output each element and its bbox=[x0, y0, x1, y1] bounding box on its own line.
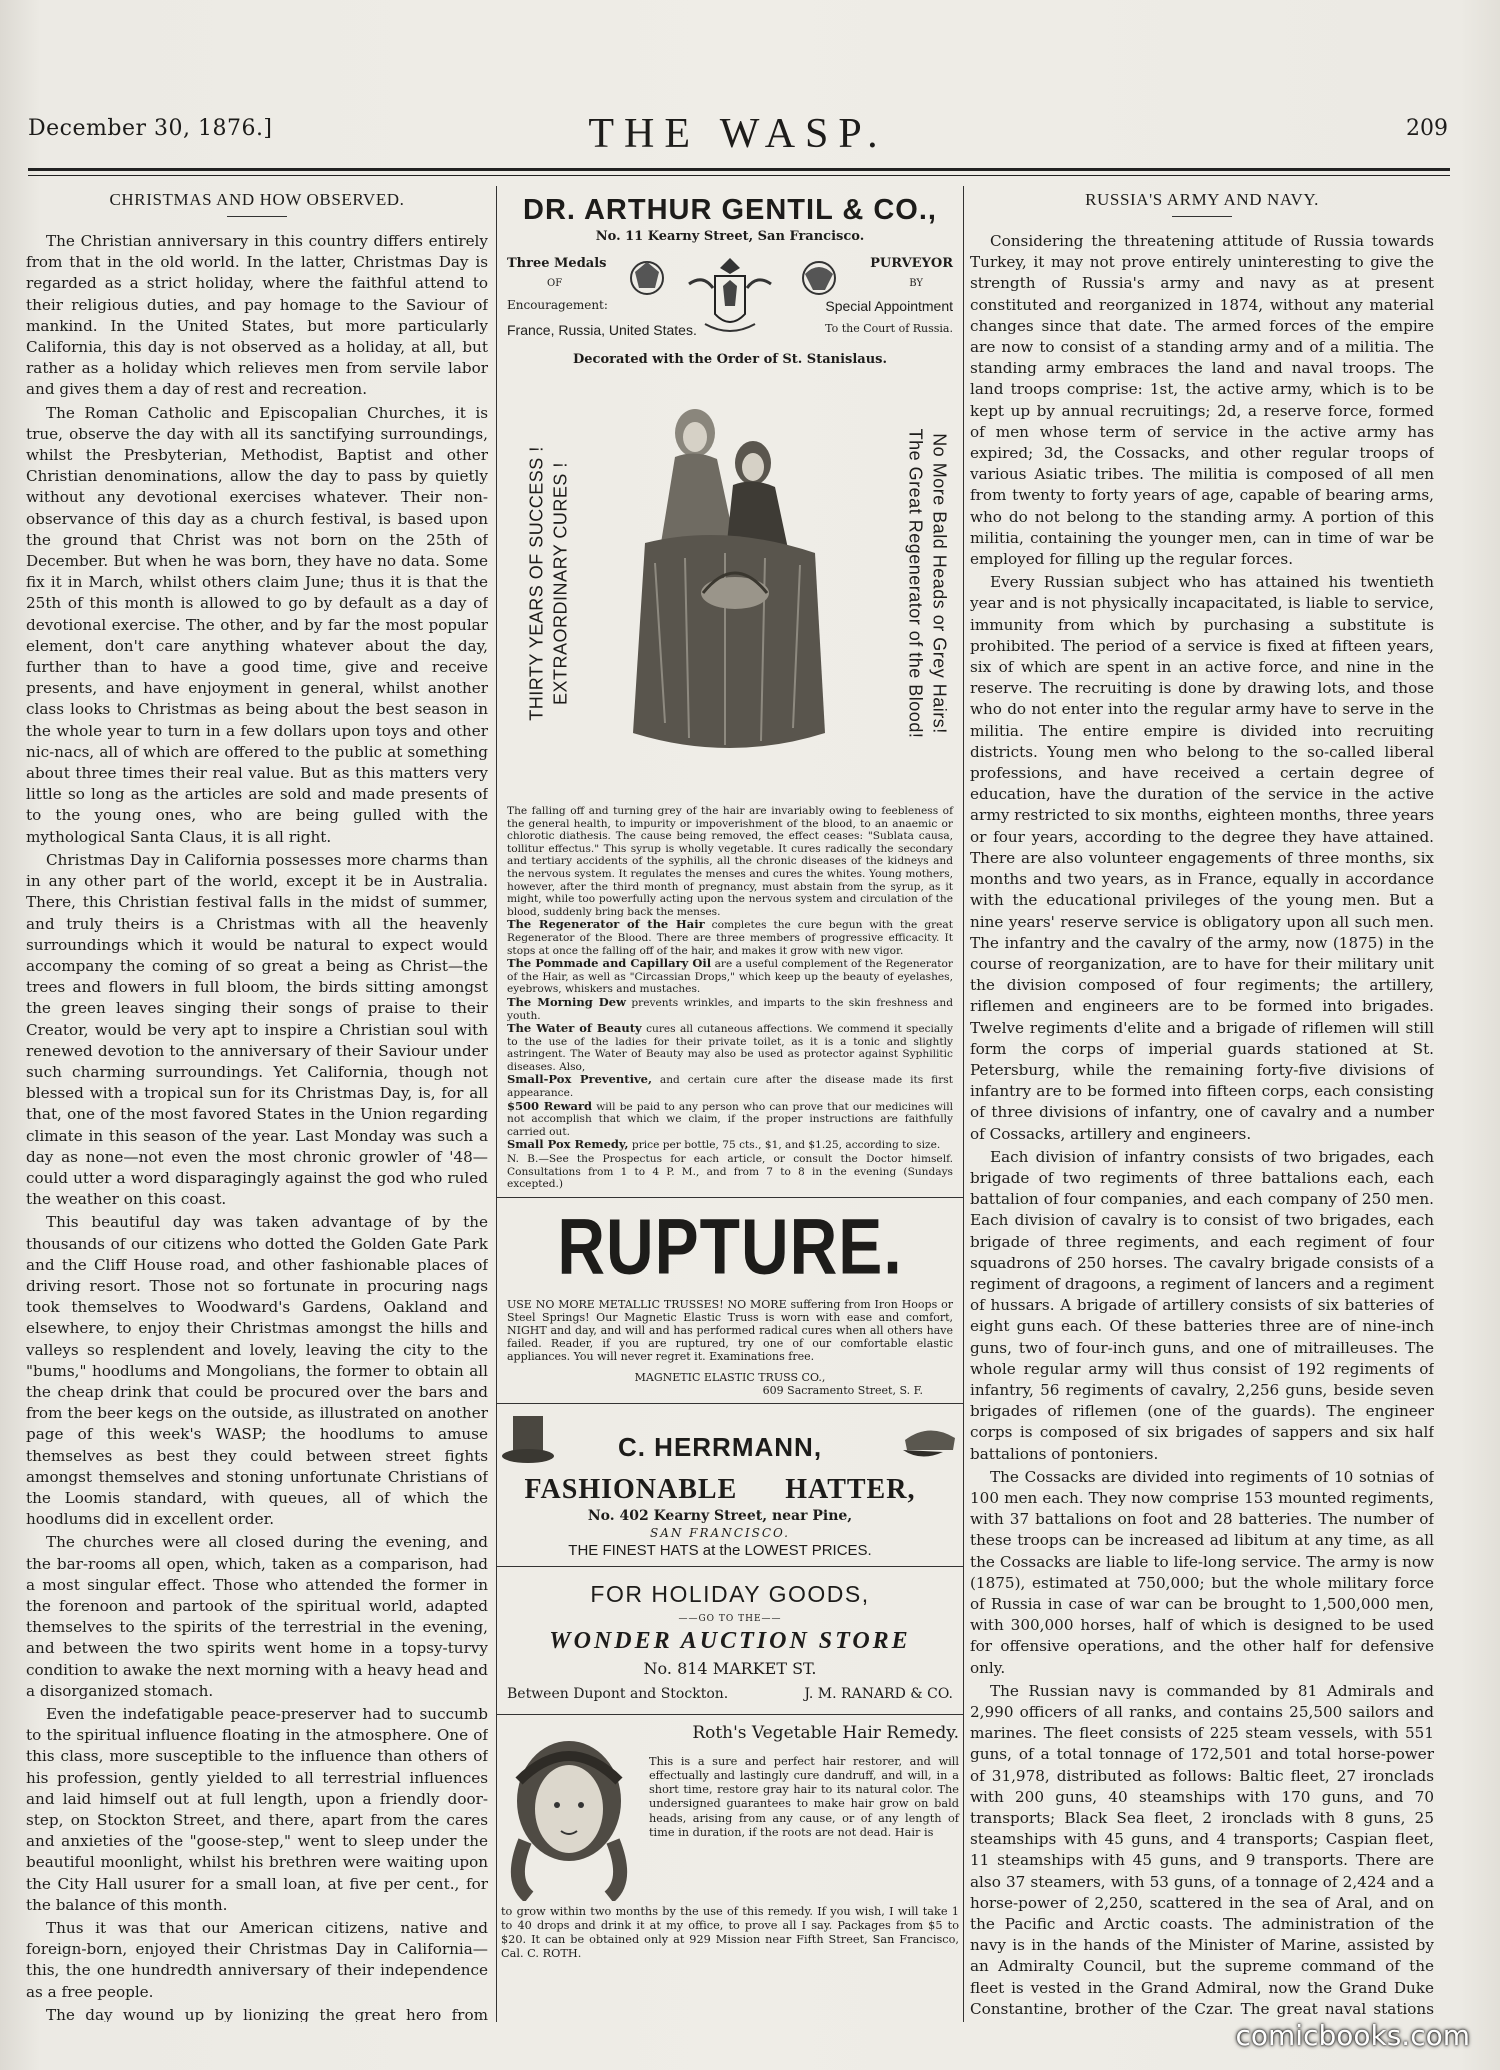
paragraph: Every Russian subject who has attained his twentieth year and is not physically incapacitated, is liable to service, immunity from which by purchasing a substitute is prohibited. The period of a service is fixed at fifteen years, six of which are spent in an active force, and nine in the reserve. The recruiting is done by drawing lots, and those who do not enter into the regular army have to serve in the militia. The entire empire is divided into recruiting districts. Young men who belong to the so-called liberal professions, and have received a certain degree of education, have the duration of the service in the active army restricted to six months, eighteen months, three years or four years, according to the degree they have attained. There are also volunteer engagements of three months, six months and two years, as in France, equally in accordance with the educational privileges of the young men. But a nine years' reserve service is obligatory upon all such men. The infantry and the cavalry of the army, now (1875) in the course of reorganization, are to have for their military unit the division composed of four regiments; the artillery, riflemen and engineers are to be formed into brigades. Twelve regiments d'elite and a brigade of riflemen will still form the corps of imperial guards stationed at St. Petersburg, while the remaining forty-five divisions of infantry are to be formed into fifteen corps, each consisting of three divisions of infantry, one of cavalry and a number of Cossacks, artillery and engineers. bbox=[970, 573, 1434, 1143]
vertical-slogan-left-2: EXTRAORDINARY CURES ! bbox=[550, 462, 571, 705]
gentil-advertisement bbox=[497, 186, 963, 1198]
roth-advertisement bbox=[497, 1715, 963, 1975]
title-divider bbox=[1172, 216, 1232, 217]
imperial-eagle-icon bbox=[685, 254, 775, 340]
rupture-advertisement bbox=[497, 1198, 963, 1404]
holiday-advertisement bbox=[497, 1567, 963, 1715]
paragraph: The Russian navy is commanded by 81 Admirals and 2,990 officers of all ranks, and contains 25,500 sailors and marines. The fleet consists of 225 steam vessels, with 551 guns, of a total tonnage of 172,501 and total horse-power of 31,978, distributed as follows: Baltic fleet, 27 ironclads with 200 guns, 40 steamships with 170 guns, and 70 transports; Black Sea fleet, 2 ironclads with 8 guns, 25 steamships with 45 guns, and 4 transports; Caspian fleet, 11 steamships with 45 guns, and 9 transports. There are also 37 steamers, with 53 guns, of a tonnage of 2,424 and a horse-power of 2,250, scattered in the sea of Aral, and on the Pacific and Arctic coasts. The administration of the navy is in the hands of the Minister of Marine, assisted by an Admiralty Council, but the supreme command of the fleet is vested in the Grand Admiral, now the Grand Duke Constantine, brother of the Czar. The great naval stations bbox=[970, 1681, 1434, 2018]
ad-item bbox=[507, 1152, 953, 1191]
ad-item-text: and certain cure after the disease made its first appearance. bbox=[507, 1074, 953, 1100]
header-rule-thin bbox=[28, 175, 1450, 176]
issue-date: December 30, 1876.] bbox=[28, 116, 273, 141]
ad-item bbox=[507, 1022, 953, 1073]
paragraph: Thus it was that our American citizens, native and foreign-born, enjoyed their Christmas Day in California—this, the one hundredth anniversary of their independence as a free people. bbox=[26, 1919, 488, 2001]
encouragement-label: Encouragement: bbox=[507, 298, 608, 312]
paragraph: Christmas Day in California possesses more charms than in any other part of the world, except it be in Australia. There, this Christian festival falls in the midst of summer, and truly theirs is a Christmas with all the heavenly surroundings which it would be natural to expect would accompany the coming of so great a being as Christ—the trees and flowers in full bloom, the birds sitting amongst the green leaves singing their songs of praise to their Creator, would be very apt to inspire a Christian soul with renewed devotion to the anniversary of their Saviour under such charming surroundings. Yet California, though not blessed with a tropical sun for its Christmas Day, is, for all that, one of the most favored States in the Union regarding climate in this season of the year. Last Monday was such a day as none—not even the most chronic growler of '48—could utter a word disparagingly against the god who ruled the weather on this coast. bbox=[26, 850, 488, 1209]
rupture-address: 609 Sacramento Street, S. F. bbox=[762, 1383, 923, 1397]
hatter-city: SAN FRANCISCO. bbox=[649, 1525, 790, 1540]
medals-row bbox=[507, 254, 953, 346]
paragraph: Each division of infantry consists of two brigades, each brigade of two regiments of three battalions each, each battalion of four companies, and each company of 250 men. Each division of cavalry is to consist of two brigades, each brigade of three regiments, and each regiment of four squadrons of 250 horses. The cavalry brigade consists of a regiment of dragoons, a regiment of lancers and a regiment of hussars. A brigade of artillery consists of six batteries of eight guns each. Of these batteries three are of nine-inch guns, two of four-inch guns, and one of mitrailleuses. The whole regular army will thus consist of 192 regiments of infantry, 56 regiments of cavalry, 2,256 guns, beside seven brigades of riflemen (one of the guards). The engineer corps is composed of six brigades of sappers and six half battalions of pontoniers. bbox=[970, 1147, 1434, 1463]
ad-item-text: cures all cutaneous affections. We commend it specially to the use of the ladies for their private toilet, as it is a tonic and slightly astringent. The Water of Beauty may also be used as protector against Syphilitic diseases. Also, bbox=[507, 1023, 954, 1073]
hatter-address: No. 402 Kearny Street, near Pine, bbox=[587, 1507, 853, 1524]
ad-item-head: Small Pox Remedy, bbox=[507, 1137, 629, 1152]
ad-item bbox=[507, 957, 953, 996]
page-number: 209 bbox=[1406, 116, 1448, 141]
article-title: CHRISTMAS AND HOW OBSERVED. bbox=[109, 190, 405, 209]
hatter-slogan: THE FINEST HATS at the LOWEST PRICES. bbox=[568, 1541, 872, 1559]
ad-item-head: The Regenerator of the Hair bbox=[507, 917, 705, 932]
newspaper-title: THE WASP. bbox=[588, 111, 888, 157]
paragraph: Considering the threatening attitude of Russia towards Turkey, it may not prove entirely uninteresting to give the strength of Russia's army and navy as at present constituted and reorganized in 1874, without any material changes since that date. The armed forces of the empire are now to consist of a standing army and of a militia. The standing army embraces the land and naval troops. The land troops comprise: 1st, the active army, which is to be kept up by annual recruitings; 2d, a reserve force, formed of men whose term of service in the active army has expired; 3d, the Cossacks, and other regular troops of various Asiatic tribes. The militia is composed of all men from twenty to forty years of age, capable of bearing arms, who do not belong to the standing army. A portion of this militia, containing the younger men, can in time of war be employed for filling up the regular forces. bbox=[970, 232, 1434, 569]
ad-item-text: will be paid to any person who can prove that our medicines will not accomplish that which we claim, if the proper instructions are faithfully carried out. bbox=[507, 1100, 953, 1138]
hatter-name: C. HERRMANN, bbox=[617, 1431, 823, 1462]
store-location: Between Dupont and Stockton. bbox=[507, 1685, 729, 1702]
store-address: No. 814 MARKET ST. bbox=[643, 1658, 817, 1678]
gentil-ad-body bbox=[507, 805, 953, 1191]
hatter-advertisement bbox=[497, 1404, 963, 1567]
ad-item-head: Small-Pox Preventive, bbox=[507, 1072, 652, 1087]
article-title: RUSSIA'S ARMY AND NAVY. bbox=[1085, 190, 1319, 209]
appointment-label: Special Appointment bbox=[825, 298, 953, 314]
ad-item-head: The Water of Beauty bbox=[507, 1021, 642, 1036]
ad-item-head: The Pommade and Capillary Oil bbox=[507, 956, 712, 971]
vertical-slogan-right: No More Bald Heads or Grey Hairs! bbox=[929, 433, 950, 734]
rupture-company: MAGNETIC ELASTIC TRUSS CO., bbox=[634, 1370, 826, 1384]
paragraph: The churches were all closed during the evening, and the bar-rooms all open, which, taken as a comparison, had a most singular effect. Those who attended the former in the forenoon and partook of the spiritual world, adapted themselves to the spirits of the terrestrial in the evening, and between the two spirits went home in a topsy-turvy condition to awake the next morning with a heavy head and a disorganized stomach. bbox=[26, 1533, 488, 1700]
holiday-heading: FOR HOLIDAY GOODS, bbox=[590, 1580, 870, 1607]
ad-item bbox=[507, 1100, 953, 1139]
medal-crest-icon bbox=[625, 254, 669, 314]
ad-paragraph: The falling off and turning grey of the hair are invariably owing to feebleness of the general health, to impurity or impoverishment of the blood, to an anaemic or chlorotic diathesis. The cause being removed, the effect ceases: "Sublata causa, tollitur effectus." This syrup is wholly vegetable. It cures radically the secondary and tertiary accidents of the syphilis, all the chronic diseases of the kidneys and the nervous system. It regulates the menses and cures the whites. Young mothers, however, after the third month of pregnancy, must abstain from the syrup, as it might, while too powerfully acting upon the nervous system and circulation of the blood, suddenly bring back the menses. bbox=[507, 805, 953, 918]
store-owner: J. M. RANARD & CO. bbox=[804, 1685, 953, 1702]
medals-label: Three Medals bbox=[507, 256, 607, 271]
ad-item bbox=[507, 996, 953, 1022]
store-footer bbox=[507, 1682, 953, 1708]
rupture-title: RUPTURE. bbox=[557, 1201, 903, 1291]
woman-portrait-icon bbox=[499, 1721, 639, 1901]
advertiser-address: No. 11 Kearny Street, San Francisco. bbox=[595, 229, 865, 244]
advertiser-name: DR. ARTHUR GENTIL & CO., bbox=[523, 194, 937, 226]
purveyor-label: PURVEYOR bbox=[870, 256, 953, 271]
ad-item bbox=[507, 918, 953, 957]
header-rule bbox=[28, 168, 1450, 171]
store-name: WONDER AUCTION STORE bbox=[549, 1627, 911, 1654]
russia-article bbox=[970, 186, 1434, 2022]
holiday-goto: ——GO TO THE—— bbox=[678, 1613, 782, 1624]
decorated-label: Decorated with the Order of St. Stanislaus. bbox=[573, 352, 887, 367]
ad-item-head: The Morning Dew bbox=[507, 994, 626, 1009]
christmas-article bbox=[26, 186, 488, 2022]
watermark: comicbooks.com bbox=[1235, 2019, 1470, 2052]
advertisements-column bbox=[496, 186, 964, 2022]
ad-item-text: are a useful complement of the Regenerator of the Hair, as well as "Circassian Drops," which keep up the beauty of eyelashes, eyebrows, whiskers and mustaches. bbox=[507, 958, 953, 996]
ad-item bbox=[507, 1073, 953, 1099]
masthead bbox=[28, 110, 1448, 160]
title-divider bbox=[227, 216, 287, 217]
countries-label: France, Russia, United States. bbox=[507, 322, 697, 338]
ad-item-text: N. B.—See the Prospectus for each article, or consult the Doctor himself. Consultations from 1 to 4 P. M., and from 7 to 8 in the evening (Sundays excepted.) bbox=[507, 1153, 953, 1191]
ad-item-head: $500 Reward bbox=[507, 1098, 593, 1113]
medals-of: OF bbox=[547, 278, 563, 289]
ad-item-text: prevents wrinkles, and imparts to the skin freshness and youth. bbox=[507, 996, 953, 1022]
vertical-slogan-right-2: The Great Regenerator of the Blood! bbox=[905, 428, 926, 739]
paragraph: The Christian anniversary in this country differs entirely from that in the old world. In the latter, Christmas Day is regarded as a strict holiday, where the faithful attend to their religious duties, and pay homage to the Saviour of mankind. In the United States, but more particularly California, this day is not observed as a holiday, at all, but rather as a holiday which relieves men from servile labor and gives them a day of rest and recreation. bbox=[26, 232, 488, 399]
ad-item-text: completes the cure begun with the great Regenerator of the Blood. There are three members of progressive efficacity. It stops at once the falling off of the hair, and makes it grow with new vigor. bbox=[507, 919, 954, 957]
paragraph: This beautiful day was taken advantage of by the thousands of our citizens who dotted the Golden Gate Park and the Cliff House road, and other fashionable places of driving resort. Those not so fortunate in procuring nags took themselves to Woodward's Gardens, Oakland and elsewhere, to enjoy their Christmas amongst the hills and valleys so resplendent and lovely, leaving the city to the "bums," hoodlums and Mongolians, the former to obtain all the cheap drink that could be procured over the bars and from the beer kegs on the outside, as illustrated on another page of this week's WASP; the hoodlums to amuse themselves as best they could between street fights amongst themselves and stoning unfortunate Christians of the Loomis standard, with queues, all of which the hoodlums did in excellent order. bbox=[26, 1213, 488, 1529]
eagle-crest-icon bbox=[797, 254, 841, 314]
paragraph: The Cossacks are divided into regiments of 10 sotnias of 100 men each. They now comprise 153 mounted regiments, with 37 battalions on foot and 28 batteries. The number of these troops can be increased ad libitum at any time, as all the Cossacks are liable to life-long service. The army is now (1875), estimated at 750,000; but the whole military force of Russia in case of war can be brought to 1,500,000 men, with 300,000 horses, half of which is designed to be used for offensive operations, and the other half for defensive only. bbox=[970, 1467, 1434, 1677]
roth-body-continued: to grow within two months by the use of this remedy. If you wish, I will take 1 to 40 drops and drink it at my office, to prove all I say. Packages from $5 to $20. It can be obtained only at 929 Mission near Fifth Street, San Francisco, Cal. C. ROTH. bbox=[501, 1904, 959, 1961]
ad-item-text: price per bottle, 75 cts., $1, and $1.25, according to size. bbox=[631, 1139, 941, 1152]
roth-body: This is a sure and perfect hair restorer, and will effectually and lastingly cure dandruff, and will, in a short time, restore gray hair to its natural color. The undersigned guarantees to make hair grow on bald heads, arising from any cause, or of any length of time in duration, if the roots are not dead. Hair is bbox=[649, 1754, 959, 1839]
rupture-body: USE NO MORE METALLIC TRUSSES! NO MORE suffering from Iron Hoops or Steel Springs! Our Magnetic Elastic Truss is worn with ease and comfort, NIGHT and day, and will and has performed radical cures when all others have failed. Reader, if you are ruptured, try one of our comfortable elastic appliances. You will never regret it. Examinations free. bbox=[507, 1297, 953, 1363]
hatter-trade: FASHIONABLE HATTER, bbox=[524, 1473, 916, 1505]
court-label: To the Court of Russia. bbox=[825, 322, 953, 335]
illustration-area bbox=[507, 373, 953, 805]
paragraph: Even the indefatigable peace-preserver had to succumb to the spiritual influence floating in the atmosphere. One of this class, more susceptible to the influence than others of his profession, gently yielded to all terrestrial influences and laid himself out at full length, upon a friendly door-step, on Stockton Street, and there, apart from the cares and anxieties of the "goose-step," went to sleep under the beautiful moonlight, whilst his brethren were waiting upon the City Hall usurer for a small loan, at five per cent., for the balance of this month. bbox=[26, 1705, 488, 1914]
ad-item bbox=[507, 1138, 953, 1152]
paragraph: The day wound up by lionizing the great hero from bbox=[46, 2005, 488, 2022]
roth-title: Roth's Vegetable Hair Remedy. bbox=[692, 1722, 959, 1743]
vertical-slogan-left: THIRTY YEARS OF SUCCESS ! bbox=[526, 446, 547, 721]
two-women-engraving-icon bbox=[625, 393, 835, 763]
purveyor-by: BY bbox=[909, 278, 923, 289]
paragraph: The Roman Catholic and Episcopalian Churches, it is true, observe the day with all its sanctifying surroundings, whilst the Presbyterian, Methodist, Baptist and other Christian denominations, allow the day to pass by quietly without any devotional exercises whatever. Their non-observance of this day as a church festival, is based upon the ground that Christ was not born on the 25th of December. But when he was born, they have no data. Some fix it in March, whilst others claim June; thus it is that the 25th of this month is allowed to go by default as a day of devotional exercise. The other, and by far the most popular element, don't care anything whatever about the day, further than to have a good time, give and receive presents, and have enjoyment in general, whilst another class looks to Christmas as being about the best season in the whole year to turn in a few dollars upon toys and other nic-nacs, all of which are offered to the public at something about three times their real value. But as this matters very little so long as the articles are sold and made presents of to the young ones, who are being gulled with the mythological Santa Claus, it is all right. bbox=[26, 403, 488, 846]
